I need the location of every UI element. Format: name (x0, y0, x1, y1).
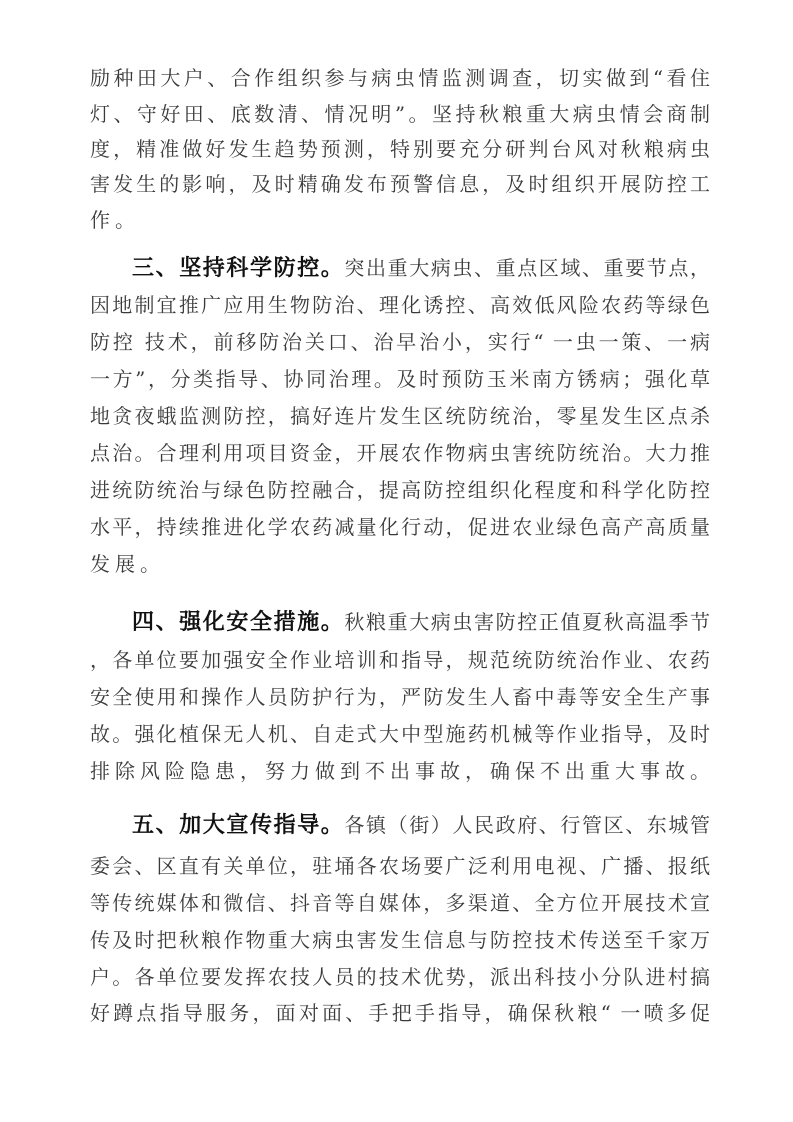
line-text: ，各单位要加强安全作业培训和指导，规范统防统治作业、农药 (90, 648, 710, 672)
paragraph-line (90, 682, 710, 712)
paragraph-line (90, 512, 710, 542)
paragraph-line (90, 549, 710, 579)
line-text: 突出重大病虫、重点区域、重要节点， (344, 256, 710, 280)
line-text: 一方”，分类指导、协同治理。及时预防玉米南方锈病；强化草 (90, 367, 710, 391)
line-text: 各镇（街）人民政府、行管区、东城管 (344, 813, 710, 837)
line-text: 秋粮重大病虫害防控正值夏秋高温季节 (344, 610, 710, 634)
line-text: 发展。 (90, 552, 165, 576)
section-heading: 五、加大宣传指导。 (132, 813, 345, 838)
paragraph-line (90, 888, 710, 918)
paragraph-line (90, 205, 710, 235)
paragraph-line (90, 134, 710, 164)
paragraph-line (90, 364, 710, 394)
paragraph-line (90, 63, 710, 93)
line-text: 点治。合理利用项目资金，开展农作物病虫害统防统治。大力推 (90, 441, 710, 465)
line-text: 户。各单位要发挥农技人员的技术优势，派出科技小分队进村搞 (90, 965, 710, 989)
line-text: 好蹲点指导服务，面对面、手把手指导，确保秋粮“ 一喷多促 (90, 1001, 710, 1025)
line-text: 灯、守好田、底数清、情况明”。坚持秋粮重大病虫情会商制 (90, 102, 710, 126)
paragraph-line (90, 169, 710, 199)
paragraph-line (90, 719, 710, 749)
line-text: 故。强化植保无人机、自走式大中型施药机械等作业指导，及时 (90, 722, 710, 746)
paragraph-line (90, 851, 710, 881)
line-text: 励种田大户、合作组织参与病虫情监测调查，切实做到“看住 (90, 66, 710, 90)
line-text: 委会、区直有关单位，驻埇各农场要广泛利用电视、广播、报纸 (90, 854, 710, 878)
section-heading-line (132, 607, 710, 637)
paragraph-line (90, 645, 710, 675)
section-heading: 三、坚持科学防控。 (132, 256, 345, 281)
paragraph-line (90, 438, 710, 468)
paragraph-line (90, 998, 710, 1028)
paragraph-line (90, 290, 710, 320)
line-text: 安全使用和操作人员防护行为，严防发生人畜中毒等安全生产事 (90, 685, 710, 709)
line-text: 作。 (90, 208, 140, 232)
line-text: 水平，持续推进化学农药减量化行动，促进农业绿色高产高质量 (90, 515, 710, 539)
paragraph-line (90, 962, 710, 992)
line-text: 地贪夜蛾监测防控，搞好连片发生区统防统治，零星发生区点杀 (90, 404, 710, 428)
paragraph-line (90, 401, 710, 431)
line-text: 排除风险隐患，努力做到不出事故，确保不出重大事故。 (90, 759, 715, 783)
paragraph-line (90, 327, 710, 357)
section-heading-line (132, 810, 710, 840)
paragraph-line (90, 756, 715, 786)
line-text: 害发生的影响，及时精确发布预警信息，及时组织开展防控工 (90, 172, 710, 196)
section-heading: 四、强化安全措施。 (132, 610, 345, 635)
line-text: 度，精准做好发生趋势预测，特别要充分研判台风对秋粮病虫 (90, 137, 710, 161)
paragraph-line (90, 925, 710, 955)
line-text: 传及时把秋粮作物重大病虫害发生信息与防控技术传送至千家万 (90, 928, 710, 952)
paragraph-line (90, 99, 710, 129)
line-text: 进统防统治与绿色防控融合，提高防控组织化程度和科学化防控 (90, 478, 710, 502)
section-heading-line (132, 253, 710, 283)
line-text: 防控 技术，前移防治关口、治早治小，实行“ 一虫一策、一病 (90, 330, 710, 354)
paragraph-line (90, 475, 710, 505)
line-text: 等传统媒体和微信、抖音等自媒体，多渠道、全方位开展技术宣 (90, 891, 710, 915)
line-text: 因地制宜推广应用生物防治、理化诱控、高效低风险农药等绿色 (90, 293, 710, 317)
